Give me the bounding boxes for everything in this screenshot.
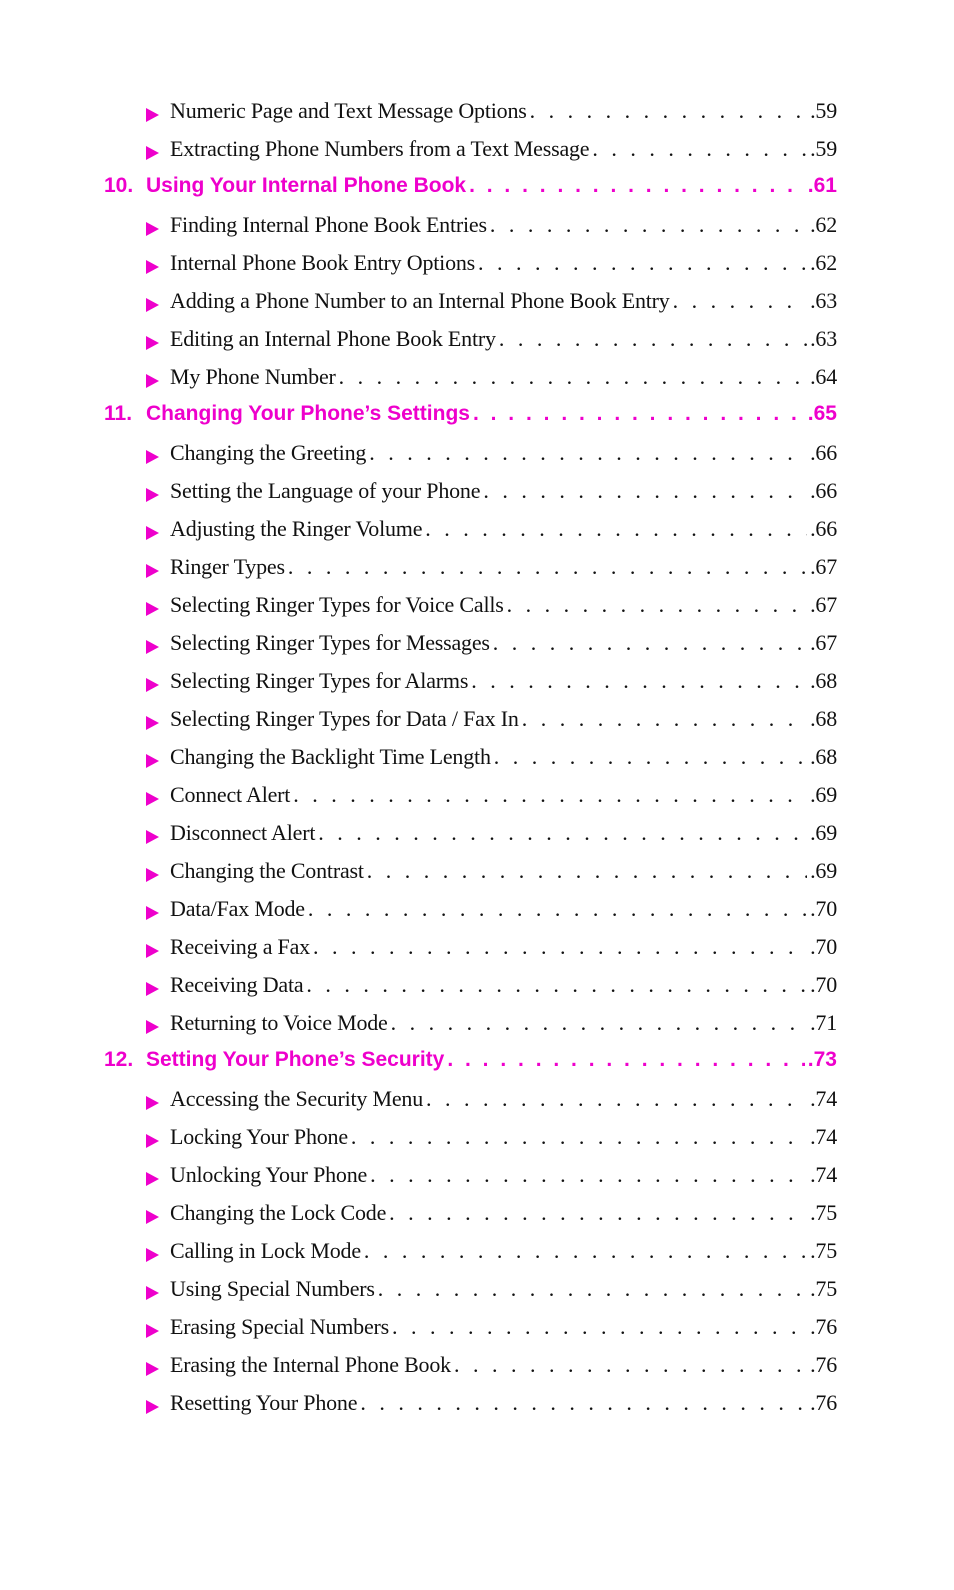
- chapter-title: Changing Your Phone’s Settings: [146, 402, 470, 425]
- entry-title: Selecting Ringer Types for Alarms: [170, 668, 469, 693]
- dot-leader: [490, 212, 807, 238]
- entry-title: Adding a Phone Number to an Internal Phone Book Entry: [170, 288, 670, 313]
- toc-line: [170, 98, 837, 124]
- page-number: .69: [810, 858, 837, 883]
- toc-chapter-heading[interactable]: [0, 1044, 954, 1082]
- toc-line: [170, 1390, 837, 1416]
- entry-title: Internal Phone Book Entry Options: [170, 250, 476, 275]
- bullet-arrow-icon: [146, 1248, 159, 1262]
- page-number: .76: [810, 1390, 837, 1415]
- dot-leader: [530, 98, 807, 124]
- entry-title: Erasing the Internal Phone Book: [170, 1352, 451, 1377]
- page-number: .74: [810, 1124, 837, 1149]
- bullet-arrow-icon: [146, 1362, 159, 1376]
- dot-leader: [499, 326, 807, 352]
- page-number: .63: [810, 326, 837, 351]
- entry-title: Changing the Lock Code: [170, 1200, 387, 1225]
- dot-leader: [306, 972, 807, 998]
- dot-leader: [313, 934, 807, 960]
- page-number: .69: [810, 820, 837, 845]
- dot-leader: [391, 1010, 807, 1036]
- toc-line: [104, 1048, 837, 1072]
- page-number: .71: [810, 1010, 837, 1035]
- page-number: .65: [807, 402, 837, 425]
- toc-entry[interactable]: [0, 1272, 954, 1310]
- bullet-arrow-icon: [146, 602, 159, 616]
- toc-line: [170, 478, 837, 504]
- toc-entry[interactable]: [0, 436, 954, 474]
- dot-leader: [454, 1352, 807, 1378]
- dot-leader: [369, 440, 807, 466]
- page-number: .73: [807, 1048, 837, 1071]
- dot-leader: [351, 1124, 807, 1150]
- toc-line: [170, 1276, 837, 1302]
- entry-title: Calling in Lock Mode: [170, 1238, 361, 1263]
- dot-leader: [293, 782, 807, 808]
- dot-leader: [318, 820, 807, 846]
- page-number: .74: [810, 1086, 837, 1111]
- page-number: .76: [810, 1352, 837, 1377]
- entry-title: Extracting Phone Numbers from a Text Message: [170, 136, 590, 161]
- chapter-number: 10.: [104, 174, 134, 197]
- dot-leader: [483, 478, 807, 504]
- page-number: .59: [810, 136, 837, 161]
- bullet-arrow-icon: [146, 1020, 159, 1034]
- dot-leader: [471, 668, 807, 694]
- page-number: .76: [810, 1314, 837, 1339]
- entry-title: Using Special Numbers: [170, 1276, 375, 1301]
- dot-leader: [288, 554, 807, 580]
- page-number: .70: [810, 934, 837, 959]
- toc-entry[interactable]: [0, 702, 954, 740]
- entry-title: Returning to Voice Mode: [170, 1010, 388, 1035]
- toc-entry[interactable]: [0, 94, 954, 132]
- dot-leader: [478, 250, 807, 276]
- toc-line: [170, 1238, 837, 1264]
- page-number: .74: [810, 1162, 837, 1187]
- dot-leader: [522, 706, 807, 732]
- entry-title: Locking Your Phone: [170, 1124, 348, 1149]
- entry-title: Finding Internal Phone Book Entries: [170, 212, 487, 237]
- bullet-arrow-icon: [146, 868, 159, 882]
- bullet-arrow-icon: [146, 146, 159, 160]
- bullet-arrow-icon: [146, 450, 159, 464]
- entry-title: Data/Fax Mode: [170, 896, 305, 921]
- toc-entry[interactable]: [0, 892, 954, 930]
- toc-entry[interactable]: [0, 246, 954, 284]
- toc-entry[interactable]: [0, 1196, 954, 1234]
- bullet-arrow-icon: [146, 488, 159, 502]
- entry-title: Accessing the Security Menu: [170, 1086, 424, 1111]
- toc-line: [170, 630, 837, 656]
- page-number: .59: [810, 98, 837, 123]
- toc-entry[interactable]: [0, 854, 954, 892]
- page-number: .67: [810, 592, 837, 617]
- bullet-arrow-icon: [146, 906, 159, 920]
- bullet-arrow-icon: [146, 792, 159, 806]
- page-number: .70: [810, 896, 837, 921]
- toc-entry[interactable]: [0, 1006, 954, 1044]
- toc-entry[interactable]: [0, 322, 954, 360]
- toc-line: [170, 326, 837, 352]
- bullet-arrow-icon: [146, 526, 159, 540]
- toc-line: [170, 1352, 837, 1378]
- page-number: .67: [810, 630, 837, 655]
- dot-leader: [364, 1238, 807, 1264]
- toc-line: [170, 896, 837, 922]
- bullet-arrow-icon: [146, 716, 159, 730]
- toc-entry[interactable]: [0, 1310, 954, 1348]
- toc-line: [170, 440, 837, 466]
- toc-line: [170, 136, 837, 162]
- entry-title: Receiving a Fax: [170, 934, 310, 959]
- page-number: .70: [810, 972, 837, 997]
- bullet-arrow-icon: [146, 336, 159, 350]
- toc-line: [170, 212, 837, 238]
- toc-line: [170, 516, 837, 542]
- entry-title: Selecting Ringer Types for Messages: [170, 630, 490, 655]
- page-number: .62: [810, 250, 837, 275]
- toc-chapter-heading[interactable]: [0, 170, 954, 208]
- toc-entry[interactable]: [0, 930, 954, 968]
- toc-entry[interactable]: [0, 1348, 954, 1386]
- chapter-title: Setting Your Phone’s Security: [146, 1048, 445, 1071]
- toc-entry[interactable]: [0, 588, 954, 626]
- entry-title: Receiving Data: [170, 972, 304, 997]
- page-number: .66: [810, 478, 837, 503]
- table-of-contents: [0, 94, 954, 1424]
- bullet-arrow-icon: [146, 1096, 159, 1110]
- entry-title: Ringer Types: [170, 554, 285, 579]
- bullet-arrow-icon: [146, 754, 159, 768]
- entry-title: Numeric Page and Text Message Options: [170, 98, 527, 123]
- entry-title: Editing an Internal Phone Book Entry: [170, 326, 496, 351]
- page-number: .66: [810, 440, 837, 465]
- bullet-arrow-icon: [146, 108, 159, 122]
- toc-entry[interactable]: [0, 284, 954, 322]
- toc-line: [170, 1124, 837, 1150]
- dot-leader: [426, 1086, 807, 1112]
- toc-entry[interactable]: [0, 132, 954, 170]
- toc-line: [170, 668, 837, 694]
- toc-line: [170, 706, 837, 732]
- bullet-arrow-icon: [146, 678, 159, 692]
- entry-title: Changing the Contrast: [170, 858, 364, 883]
- toc-line: [170, 592, 837, 618]
- toc-line: [170, 744, 837, 770]
- page-number: .61: [807, 174, 837, 197]
- bullet-arrow-icon: [146, 1210, 159, 1224]
- page-number: .75: [810, 1276, 837, 1301]
- bullet-arrow-icon: [146, 374, 159, 388]
- toc-line: [170, 782, 837, 808]
- bullet-arrow-icon: [146, 944, 159, 958]
- toc-entry[interactable]: [0, 1082, 954, 1120]
- bullet-arrow-icon: [146, 830, 159, 844]
- entry-title: Changing the Greeting: [170, 440, 367, 465]
- dot-leader: [308, 896, 807, 922]
- entry-title: Changing the Backlight Time Length: [170, 744, 491, 769]
- entry-title: Resetting Your Phone: [170, 1390, 358, 1415]
- dot-leader: [378, 1276, 807, 1302]
- toc-entry[interactable]: [0, 968, 954, 1006]
- toc-entry[interactable]: [0, 474, 954, 512]
- page-number: .62: [810, 212, 837, 237]
- bullet-arrow-icon: [146, 298, 159, 312]
- bullet-arrow-icon: [146, 1172, 159, 1186]
- toc-line: [170, 1314, 837, 1340]
- bullet-arrow-icon: [146, 640, 159, 654]
- dot-leader: [507, 592, 807, 618]
- entry-title: Unlocking Your Phone: [170, 1162, 368, 1187]
- dot-leader: [493, 630, 807, 656]
- bullet-arrow-icon: [146, 1286, 159, 1300]
- toc-entry[interactable]: [0, 208, 954, 246]
- toc-entry[interactable]: [0, 816, 954, 854]
- dot-leader: [425, 516, 807, 542]
- toc-line: [170, 1086, 837, 1112]
- toc-entry[interactable]: [0, 360, 954, 398]
- dot-leader: [392, 1314, 807, 1340]
- entry-title: Selecting Ringer Types for Voice Calls: [170, 592, 504, 617]
- bullet-arrow-icon: [146, 1324, 159, 1338]
- toc-entry[interactable]: [0, 1234, 954, 1272]
- toc-line: [170, 288, 837, 314]
- toc-entry[interactable]: [0, 1120, 954, 1158]
- toc-line: [170, 1200, 837, 1226]
- page-number: .67: [810, 554, 837, 579]
- entry-title: Disconnect Alert: [170, 820, 316, 845]
- toc-line: [170, 1010, 837, 1036]
- toc-entry[interactable]: [0, 512, 954, 550]
- page-number: .68: [810, 668, 837, 693]
- entry-title: Adjusting the Ringer Volume: [170, 516, 423, 541]
- entry-title: Selecting Ringer Types for Data / Fax In: [170, 706, 519, 731]
- toc-entry[interactable]: [0, 626, 954, 664]
- page-number: .75: [810, 1200, 837, 1225]
- toc-entry[interactable]: [0, 550, 954, 588]
- chapter-title: Using Your Internal Phone Book: [146, 174, 467, 197]
- dot-leader: [469, 174, 805, 198]
- toc-line: [170, 1162, 837, 1188]
- entry-title: Connect Alert: [170, 782, 291, 807]
- toc-line: [104, 174, 837, 198]
- bullet-arrow-icon: [146, 222, 159, 236]
- entry-title: Erasing Special Numbers: [170, 1314, 390, 1339]
- bullet-arrow-icon: [146, 260, 159, 274]
- page-number: .75: [810, 1238, 837, 1263]
- dot-leader: [592, 136, 807, 162]
- page-number: .63: [810, 288, 837, 313]
- toc-line: [104, 402, 837, 426]
- bullet-arrow-icon: [146, 564, 159, 578]
- dot-leader: [673, 288, 808, 314]
- toc-line: [170, 364, 837, 390]
- dot-leader: [339, 364, 807, 390]
- page-number: .64: [810, 364, 837, 389]
- dot-leader: [389, 1200, 807, 1226]
- page-number: .68: [810, 744, 837, 769]
- page-number: .66: [810, 516, 837, 541]
- toc-entry[interactable]: [0, 778, 954, 816]
- toc-entry[interactable]: [0, 1386, 954, 1424]
- entry-title: Setting the Language of your Phone: [170, 478, 481, 503]
- bullet-arrow-icon: [146, 1400, 159, 1414]
- toc-entry[interactable]: [0, 740, 954, 778]
- toc-line: [170, 972, 837, 998]
- dot-leader: [367, 858, 807, 884]
- toc-line: [170, 820, 837, 846]
- dot-leader: [494, 744, 807, 770]
- toc-line: [170, 554, 837, 580]
- toc-entry[interactable]: [0, 1158, 954, 1196]
- bullet-arrow-icon: [146, 1134, 159, 1148]
- dot-leader: [473, 402, 805, 426]
- dot-leader: [447, 1048, 804, 1072]
- chapter-number: 11.: [104, 402, 133, 425]
- toc-chapter-heading[interactable]: [0, 398, 954, 436]
- toc-entry[interactable]: [0, 664, 954, 702]
- toc-line: [170, 858, 837, 884]
- toc-line: [170, 934, 837, 960]
- page-number: .69: [810, 782, 837, 807]
- page-number: .68: [810, 706, 837, 731]
- dot-leader: [360, 1390, 807, 1416]
- dot-leader: [370, 1162, 807, 1188]
- chapter-number: 12.: [104, 1048, 134, 1071]
- bullet-arrow-icon: [146, 982, 159, 996]
- entry-title: My Phone Number: [170, 364, 336, 389]
- toc-line: [170, 250, 837, 276]
